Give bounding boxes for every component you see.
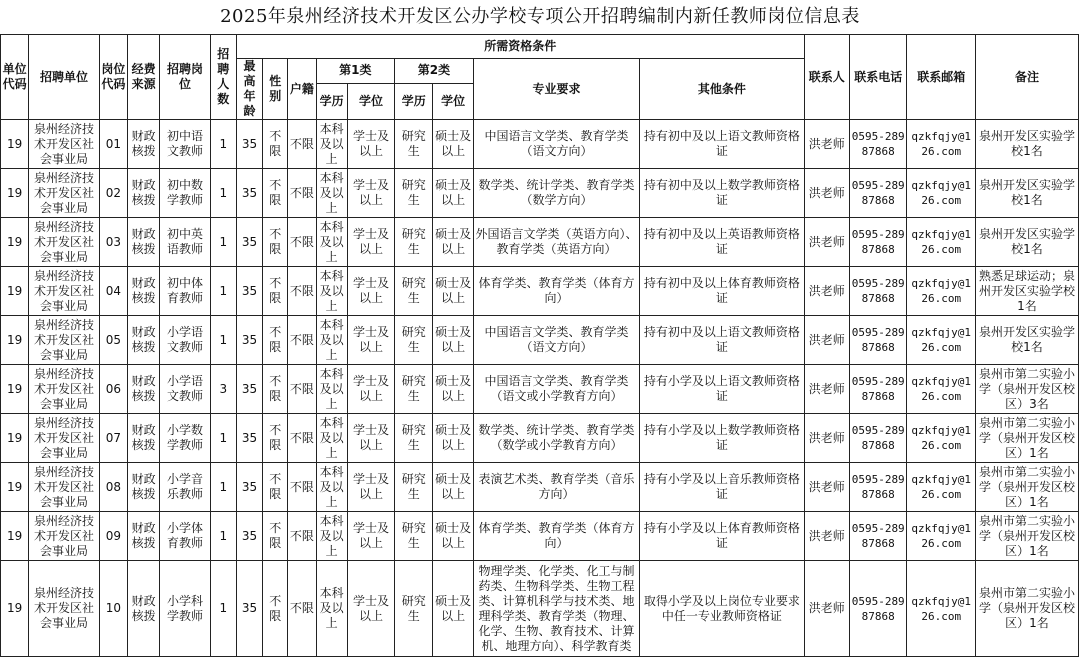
count-cell: 1 xyxy=(210,169,236,218)
phone-cell: 0595-28987868 xyxy=(849,463,906,512)
count-cell: 1 xyxy=(210,218,236,267)
edu-2-cell: 研究生 xyxy=(395,414,433,463)
note-cell: 泉州市第二实验小学（泉州开发区校区）3名 xyxy=(976,365,1079,414)
post-code-cell: 04 xyxy=(99,267,127,316)
phone-cell: 0595-28987868 xyxy=(849,414,906,463)
major-cell: 中国语言文学类、教育学类（语文或小学教育方向） xyxy=(473,365,639,414)
gender-cell: 不限 xyxy=(263,463,288,512)
header-phone: 联系电话 xyxy=(849,35,906,120)
header-post: 招聘岗位 xyxy=(160,35,210,120)
table-row xyxy=(1,169,1079,218)
gender-cell: 不限 xyxy=(263,120,288,169)
post-cell: 初中英语教师 xyxy=(160,218,210,267)
header-note: 备注 xyxy=(976,35,1079,120)
contact-cell: 洪老师 xyxy=(804,120,849,169)
note-cell: 泉州市第二实验小学（泉州开发区校区）1名 xyxy=(976,512,1079,561)
edu-1-cell: 本科及以上 xyxy=(316,463,347,512)
age-cell: 35 xyxy=(236,414,262,463)
header-edu-1: 学历 xyxy=(316,83,347,119)
page-title: 2025年泉州经济技术开发区公办学校专项公开招聘编制内新任教师岗位信息表 xyxy=(220,6,860,27)
fund-cell: 财政核拨 xyxy=(128,120,160,169)
edu-2-cell: 研究生 xyxy=(395,512,433,561)
header-hukou: 户籍 xyxy=(288,59,316,120)
header-major: 专业要求 xyxy=(473,59,639,120)
hukou-cell: 不限 xyxy=(288,267,316,316)
unit-cell: 泉州经济技术开发区社会事业局 xyxy=(29,365,100,414)
header-post-code: 岗位代码 xyxy=(99,35,127,120)
degree-1-cell: 学士及以上 xyxy=(347,316,394,365)
hukou-cell: 不限 xyxy=(288,218,316,267)
age-cell: 35 xyxy=(236,267,262,316)
count-cell: 1 xyxy=(210,414,236,463)
age-cell: 35 xyxy=(236,512,262,561)
edu-1-cell: 本科及以上 xyxy=(316,561,347,657)
age-cell: 35 xyxy=(236,169,262,218)
gender-cell: 不限 xyxy=(263,414,288,463)
note-cell: 泉州市第二实验小学（泉州开发区校区）1名 xyxy=(976,561,1079,657)
count-cell: 1 xyxy=(210,463,236,512)
header-unit-code: 单位代码 xyxy=(1,35,29,120)
email-cell: qzkfqjy@126.com xyxy=(907,218,976,267)
hukou-cell: 不限 xyxy=(288,169,316,218)
hukou-cell: 不限 xyxy=(288,120,316,169)
major-cell: 外国语言文学类（英语方向）、教育学类（英语方向） xyxy=(473,218,639,267)
contact-cell: 洪老师 xyxy=(804,414,849,463)
degree-1-cell: 学士及以上 xyxy=(347,169,394,218)
degree-1-cell: 学士及以上 xyxy=(347,512,394,561)
contact-cell: 洪老师 xyxy=(804,463,849,512)
degree-2-cell: 硕士及以上 xyxy=(433,218,473,267)
unit-cell: 泉州经济技术开发区社会事业局 xyxy=(29,218,100,267)
header-degree-1: 学位 xyxy=(347,83,394,119)
count-cell: 1 xyxy=(210,267,236,316)
hukou-cell: 不限 xyxy=(288,561,316,657)
post-code-cell: 02 xyxy=(99,169,127,218)
header-category-1: 第1类 xyxy=(316,59,395,84)
note-cell: 泉州开发区实验学校1名 xyxy=(976,120,1079,169)
header-gender: 性别 xyxy=(263,59,288,120)
note-cell: 熟悉足球运动；泉州开发区实验学校1名 xyxy=(976,267,1079,316)
degree-2-cell: 硕士及以上 xyxy=(433,267,473,316)
fund-cell: 财政核拨 xyxy=(128,365,160,414)
email-cell: qzkfqjy@126.com xyxy=(907,512,976,561)
gender-cell: 不限 xyxy=(263,316,288,365)
gender-cell: 不限 xyxy=(263,561,288,657)
phone-cell: 0595-28987868 xyxy=(849,365,906,414)
phone-cell: 0595-28987868 xyxy=(849,218,906,267)
other-cell: 持有初中及以上体育教师资格证 xyxy=(640,267,804,316)
note-cell: 泉州开发区实验学校1名 xyxy=(976,169,1079,218)
header-contact: 联系人 xyxy=(804,35,849,120)
other-cell: 取得小学及以上岗位专业要求中任一专业教师资格证 xyxy=(640,561,804,657)
count-cell: 1 xyxy=(210,561,236,657)
header-email: 联系邮箱 xyxy=(907,35,976,120)
gender-cell: 不限 xyxy=(263,218,288,267)
table-row xyxy=(1,561,1079,657)
table-row xyxy=(1,218,1079,267)
email-cell: qzkfqjy@126.com xyxy=(907,561,976,657)
header-count: 招聘人数 xyxy=(210,35,236,120)
gender-cell: 不限 xyxy=(263,512,288,561)
post-cell: 小学语文教师 xyxy=(160,316,210,365)
contact-cell: 洪老师 xyxy=(804,512,849,561)
header-other: 其他条件 xyxy=(640,59,804,120)
degree-2-cell: 硕士及以上 xyxy=(433,365,473,414)
unit-cell: 泉州经济技术开发区社会事业局 xyxy=(29,463,100,512)
fund-cell: 财政核拨 xyxy=(128,512,160,561)
unit-code-cell: 19 xyxy=(1,218,29,267)
degree-1-cell: 学士及以上 xyxy=(347,463,394,512)
job-table xyxy=(0,34,1079,657)
major-cell: 数学类、统计学类、教育学类（数学方向） xyxy=(473,169,639,218)
age-cell: 35 xyxy=(236,218,262,267)
edu-1-cell: 本科及以上 xyxy=(316,169,347,218)
email-cell: qzkfqjy@126.com xyxy=(907,316,976,365)
post-cell: 初中体育教师 xyxy=(160,267,210,316)
edu-1-cell: 本科及以上 xyxy=(316,512,347,561)
age-cell: 35 xyxy=(236,120,262,169)
contact-cell: 洪老师 xyxy=(804,316,849,365)
post-code-cell: 05 xyxy=(99,316,127,365)
count-cell: 1 xyxy=(210,512,236,561)
note-cell: 泉州市第二实验小学（泉州开发区校区）1名 xyxy=(976,463,1079,512)
post-code-cell: 08 xyxy=(99,463,127,512)
email-cell: qzkfqjy@126.com xyxy=(907,120,976,169)
unit-code-cell: 19 xyxy=(1,316,29,365)
unit-code-cell: 19 xyxy=(1,120,29,169)
degree-1-cell: 学士及以上 xyxy=(347,414,394,463)
header-category-2: 第2类 xyxy=(395,59,474,84)
other-cell: 持有初中及以上语文教师资格证 xyxy=(640,120,804,169)
unit-cell: 泉州经济技术开发区社会事业局 xyxy=(29,561,100,657)
other-cell: 持有小学及以上体育教师资格证 xyxy=(640,512,804,561)
table-row xyxy=(1,463,1079,512)
contact-cell: 洪老师 xyxy=(804,561,849,657)
hukou-cell: 不限 xyxy=(288,365,316,414)
contact-cell: 洪老师 xyxy=(804,169,849,218)
unit-cell: 泉州经济技术开发区社会事业局 xyxy=(29,414,100,463)
table-row xyxy=(1,120,1079,169)
major-cell: 数学类、统计学类、教育学类（数学或小学教育方向） xyxy=(473,414,639,463)
header-qualifications: 所需资格条件 xyxy=(236,35,804,59)
fund-cell: 财政核拨 xyxy=(128,316,160,365)
age-cell: 35 xyxy=(236,561,262,657)
degree-2-cell: 硕士及以上 xyxy=(433,512,473,561)
edu-2-cell: 研究生 xyxy=(395,267,433,316)
phone-cell: 0595-28987868 xyxy=(849,267,906,316)
degree-1-cell: 学士及以上 xyxy=(347,365,394,414)
edu-2-cell: 研究生 xyxy=(395,169,433,218)
major-cell: 物理学类、化学类、化工与制药类、生物科学类、生物工程类、计算机科学与技术类、地理科学类、教育学类（物理、化学、生物、教育技术、计算机、地理方向）、科学教育类 xyxy=(473,561,639,657)
other-cell: 持有小学及以上语文教师资格证 xyxy=(640,365,804,414)
other-cell: 持有小学及以上数学教师资格证 xyxy=(640,414,804,463)
fund-cell: 财政核拨 xyxy=(128,218,160,267)
unit-code-cell: 19 xyxy=(1,169,29,218)
email-cell: qzkfqjy@126.com xyxy=(907,463,976,512)
degree-1-cell: 学士及以上 xyxy=(347,561,394,657)
phone-cell: 0595-28987868 xyxy=(849,316,906,365)
degree-2-cell: 硕士及以上 xyxy=(433,414,473,463)
post-cell: 小学数学教师 xyxy=(160,414,210,463)
phone-cell: 0595-28987868 xyxy=(849,169,906,218)
note-cell: 泉州开发区实验学校1名 xyxy=(976,218,1079,267)
fund-cell: 财政核拨 xyxy=(128,414,160,463)
edu-1-cell: 本科及以上 xyxy=(316,365,347,414)
post-code-cell: 06 xyxy=(99,365,127,414)
post-cell: 小学体育教师 xyxy=(160,512,210,561)
table-body xyxy=(1,120,1079,657)
edu-2-cell: 研究生 xyxy=(395,463,433,512)
post-code-cell: 09 xyxy=(99,512,127,561)
degree-1-cell: 学士及以上 xyxy=(347,218,394,267)
email-cell: qzkfqjy@126.com xyxy=(907,365,976,414)
header-fund: 经费来源 xyxy=(128,35,160,120)
post-cell: 小学语文教师 xyxy=(160,365,210,414)
fund-cell: 财政核拨 xyxy=(128,267,160,316)
other-cell: 持有小学及以上音乐教师资格证 xyxy=(640,463,804,512)
age-cell: 35 xyxy=(236,463,262,512)
degree-2-cell: 硕士及以上 xyxy=(433,169,473,218)
edu-2-cell: 研究生 xyxy=(395,365,433,414)
post-code-cell: 07 xyxy=(99,414,127,463)
unit-code-cell: 19 xyxy=(1,414,29,463)
contact-cell: 洪老师 xyxy=(804,365,849,414)
edu-2-cell: 研究生 xyxy=(395,561,433,657)
edu-2-cell: 研究生 xyxy=(395,316,433,365)
table-row xyxy=(1,267,1079,316)
header-degree-2: 学位 xyxy=(433,83,473,119)
unit-cell: 泉州经济技术开发区社会事业局 xyxy=(29,267,100,316)
post-code-cell: 10 xyxy=(99,561,127,657)
table-row xyxy=(1,512,1079,561)
post-cell: 小学音乐教师 xyxy=(160,463,210,512)
unit-code-cell: 19 xyxy=(1,561,29,657)
table-row xyxy=(1,414,1079,463)
edu-2-cell: 研究生 xyxy=(395,218,433,267)
gender-cell: 不限 xyxy=(263,169,288,218)
fund-cell: 财政核拨 xyxy=(128,169,160,218)
email-cell: qzkfqjy@126.com xyxy=(907,267,976,316)
gender-cell: 不限 xyxy=(263,267,288,316)
post-code-cell: 03 xyxy=(99,218,127,267)
edu-1-cell: 本科及以上 xyxy=(316,267,347,316)
degree-1-cell: 学士及以上 xyxy=(347,267,394,316)
other-cell: 持有初中及以上数学教师资格证 xyxy=(640,169,804,218)
hukou-cell: 不限 xyxy=(288,414,316,463)
contact-cell: 洪老师 xyxy=(804,218,849,267)
degree-2-cell: 硕士及以上 xyxy=(433,463,473,512)
table-row xyxy=(1,365,1079,414)
hukou-cell: 不限 xyxy=(288,463,316,512)
other-cell: 持有初中及以上英语教师资格证 xyxy=(640,218,804,267)
post-cell: 初中数学教师 xyxy=(160,169,210,218)
major-cell: 中国语言文学类、教育学类（语文方向） xyxy=(473,120,639,169)
note-cell: 泉州市第二实验小学（泉州开发区校区）1名 xyxy=(976,414,1079,463)
age-cell: 35 xyxy=(236,365,262,414)
unit-code-cell: 19 xyxy=(1,512,29,561)
phone-cell: 0595-28987868 xyxy=(849,561,906,657)
major-cell: 体育学类、教育学类（体育方向） xyxy=(473,512,639,561)
count-cell: 1 xyxy=(210,316,236,365)
unit-code-cell: 19 xyxy=(1,463,29,512)
note-cell: 泉州开发区实验学校1名 xyxy=(976,316,1079,365)
age-cell: 35 xyxy=(236,316,262,365)
other-cell: 持有初中及以上语文教师资格证 xyxy=(640,316,804,365)
degree-2-cell: 硕士及以上 xyxy=(433,561,473,657)
phone-cell: 0595-28987868 xyxy=(849,120,906,169)
header-max-age: 最高年龄 xyxy=(236,59,262,120)
email-cell: qzkfqjy@126.com xyxy=(907,414,976,463)
unit-cell: 泉州经济技术开发区社会事业局 xyxy=(29,512,100,561)
major-cell: 表演艺术类、教育学类（音乐方向） xyxy=(473,463,639,512)
major-cell: 体育学类、教育学类（体育方向） xyxy=(473,267,639,316)
degree-1-cell: 学士及以上 xyxy=(347,120,394,169)
count-cell: 1 xyxy=(210,120,236,169)
fund-cell: 财政核拨 xyxy=(128,463,160,512)
hukou-cell: 不限 xyxy=(288,316,316,365)
table-row xyxy=(1,316,1079,365)
unit-code-cell: 19 xyxy=(1,365,29,414)
gender-cell: 不限 xyxy=(263,365,288,414)
edu-1-cell: 本科及以上 xyxy=(316,120,347,169)
post-cell: 初中语文教师 xyxy=(160,120,210,169)
edu-2-cell: 研究生 xyxy=(395,120,433,169)
degree-2-cell: 硕士及以上 xyxy=(433,316,473,365)
hukou-cell: 不限 xyxy=(288,512,316,561)
degree-2-cell: 硕士及以上 xyxy=(433,120,473,169)
edu-1-cell: 本科及以上 xyxy=(316,218,347,267)
fund-cell: 财政核拨 xyxy=(128,561,160,657)
edu-1-cell: 本科及以上 xyxy=(316,414,347,463)
phone-cell: 0595-28987868 xyxy=(849,512,906,561)
unit-code-cell: 19 xyxy=(1,267,29,316)
unit-cell: 泉州经济技术开发区社会事业局 xyxy=(29,316,100,365)
unit-cell: 泉州经济技术开发区社会事业局 xyxy=(29,169,100,218)
email-cell: qzkfqjy@126.com xyxy=(907,169,976,218)
count-cell: 3 xyxy=(210,365,236,414)
edu-1-cell: 本科及以上 xyxy=(316,316,347,365)
post-code-cell: 01 xyxy=(99,120,127,169)
header-unit: 招聘单位 xyxy=(29,35,100,120)
post-cell: 小学科学教师 xyxy=(160,561,210,657)
header-edu-2: 学历 xyxy=(395,83,433,119)
major-cell: 中国语言文学类、教育学类（语文方向） xyxy=(473,316,639,365)
contact-cell: 洪老师 xyxy=(804,267,849,316)
unit-cell: 泉州经济技术开发区社会事业局 xyxy=(29,120,100,169)
